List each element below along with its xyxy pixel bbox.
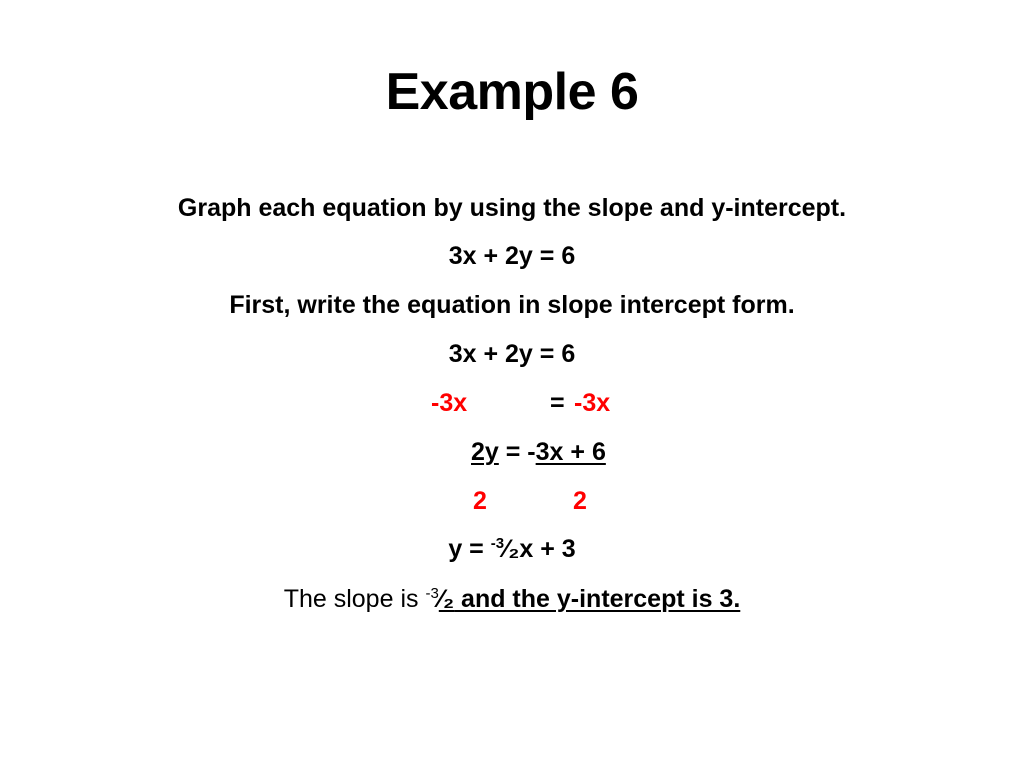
conclusion-prefix: The slope is [283, 585, 426, 613]
final-suffix: x + 3 [519, 535, 576, 563]
conclusion-text [0, 583, 1024, 615]
conclusion-underlined: and the y-intercept is 3. [454, 585, 741, 613]
result-left-term: 2y [471, 438, 499, 466]
equation-text: 3x + 2y = 6 [448, 242, 576, 270]
divisor-left: 2 [473, 487, 487, 515]
conclusion-fraction: ⁄₂ [438, 585, 455, 613]
subtract-left-term: -3x [431, 389, 468, 417]
final-fraction: ⁄₂ [504, 535, 520, 563]
step-intro-text: First, write the equation in slope intercept form. [229, 291, 795, 319]
final-numerator: -3 [490, 535, 505, 552]
instruction-text: Graph each equation by using the slope and y-intercept. [177, 194, 847, 222]
result-right-term: 3x + 6 [535, 438, 606, 466]
equation-repeat-text: 3x + 2y = 6 [448, 340, 576, 368]
final-equation [0, 533, 1024, 565]
conclusion-numerator: -3 [425, 585, 439, 602]
subtract-right-term: -3x [574, 389, 611, 417]
final-prefix: y = [448, 535, 491, 563]
subtract-equals-sign: = [550, 389, 565, 417]
result-equals: = - [498, 438, 536, 466]
result-row [471, 436, 606, 468]
divisor-right: 2 [573, 487, 587, 515]
slide-title: Example 6 [385, 63, 639, 121]
